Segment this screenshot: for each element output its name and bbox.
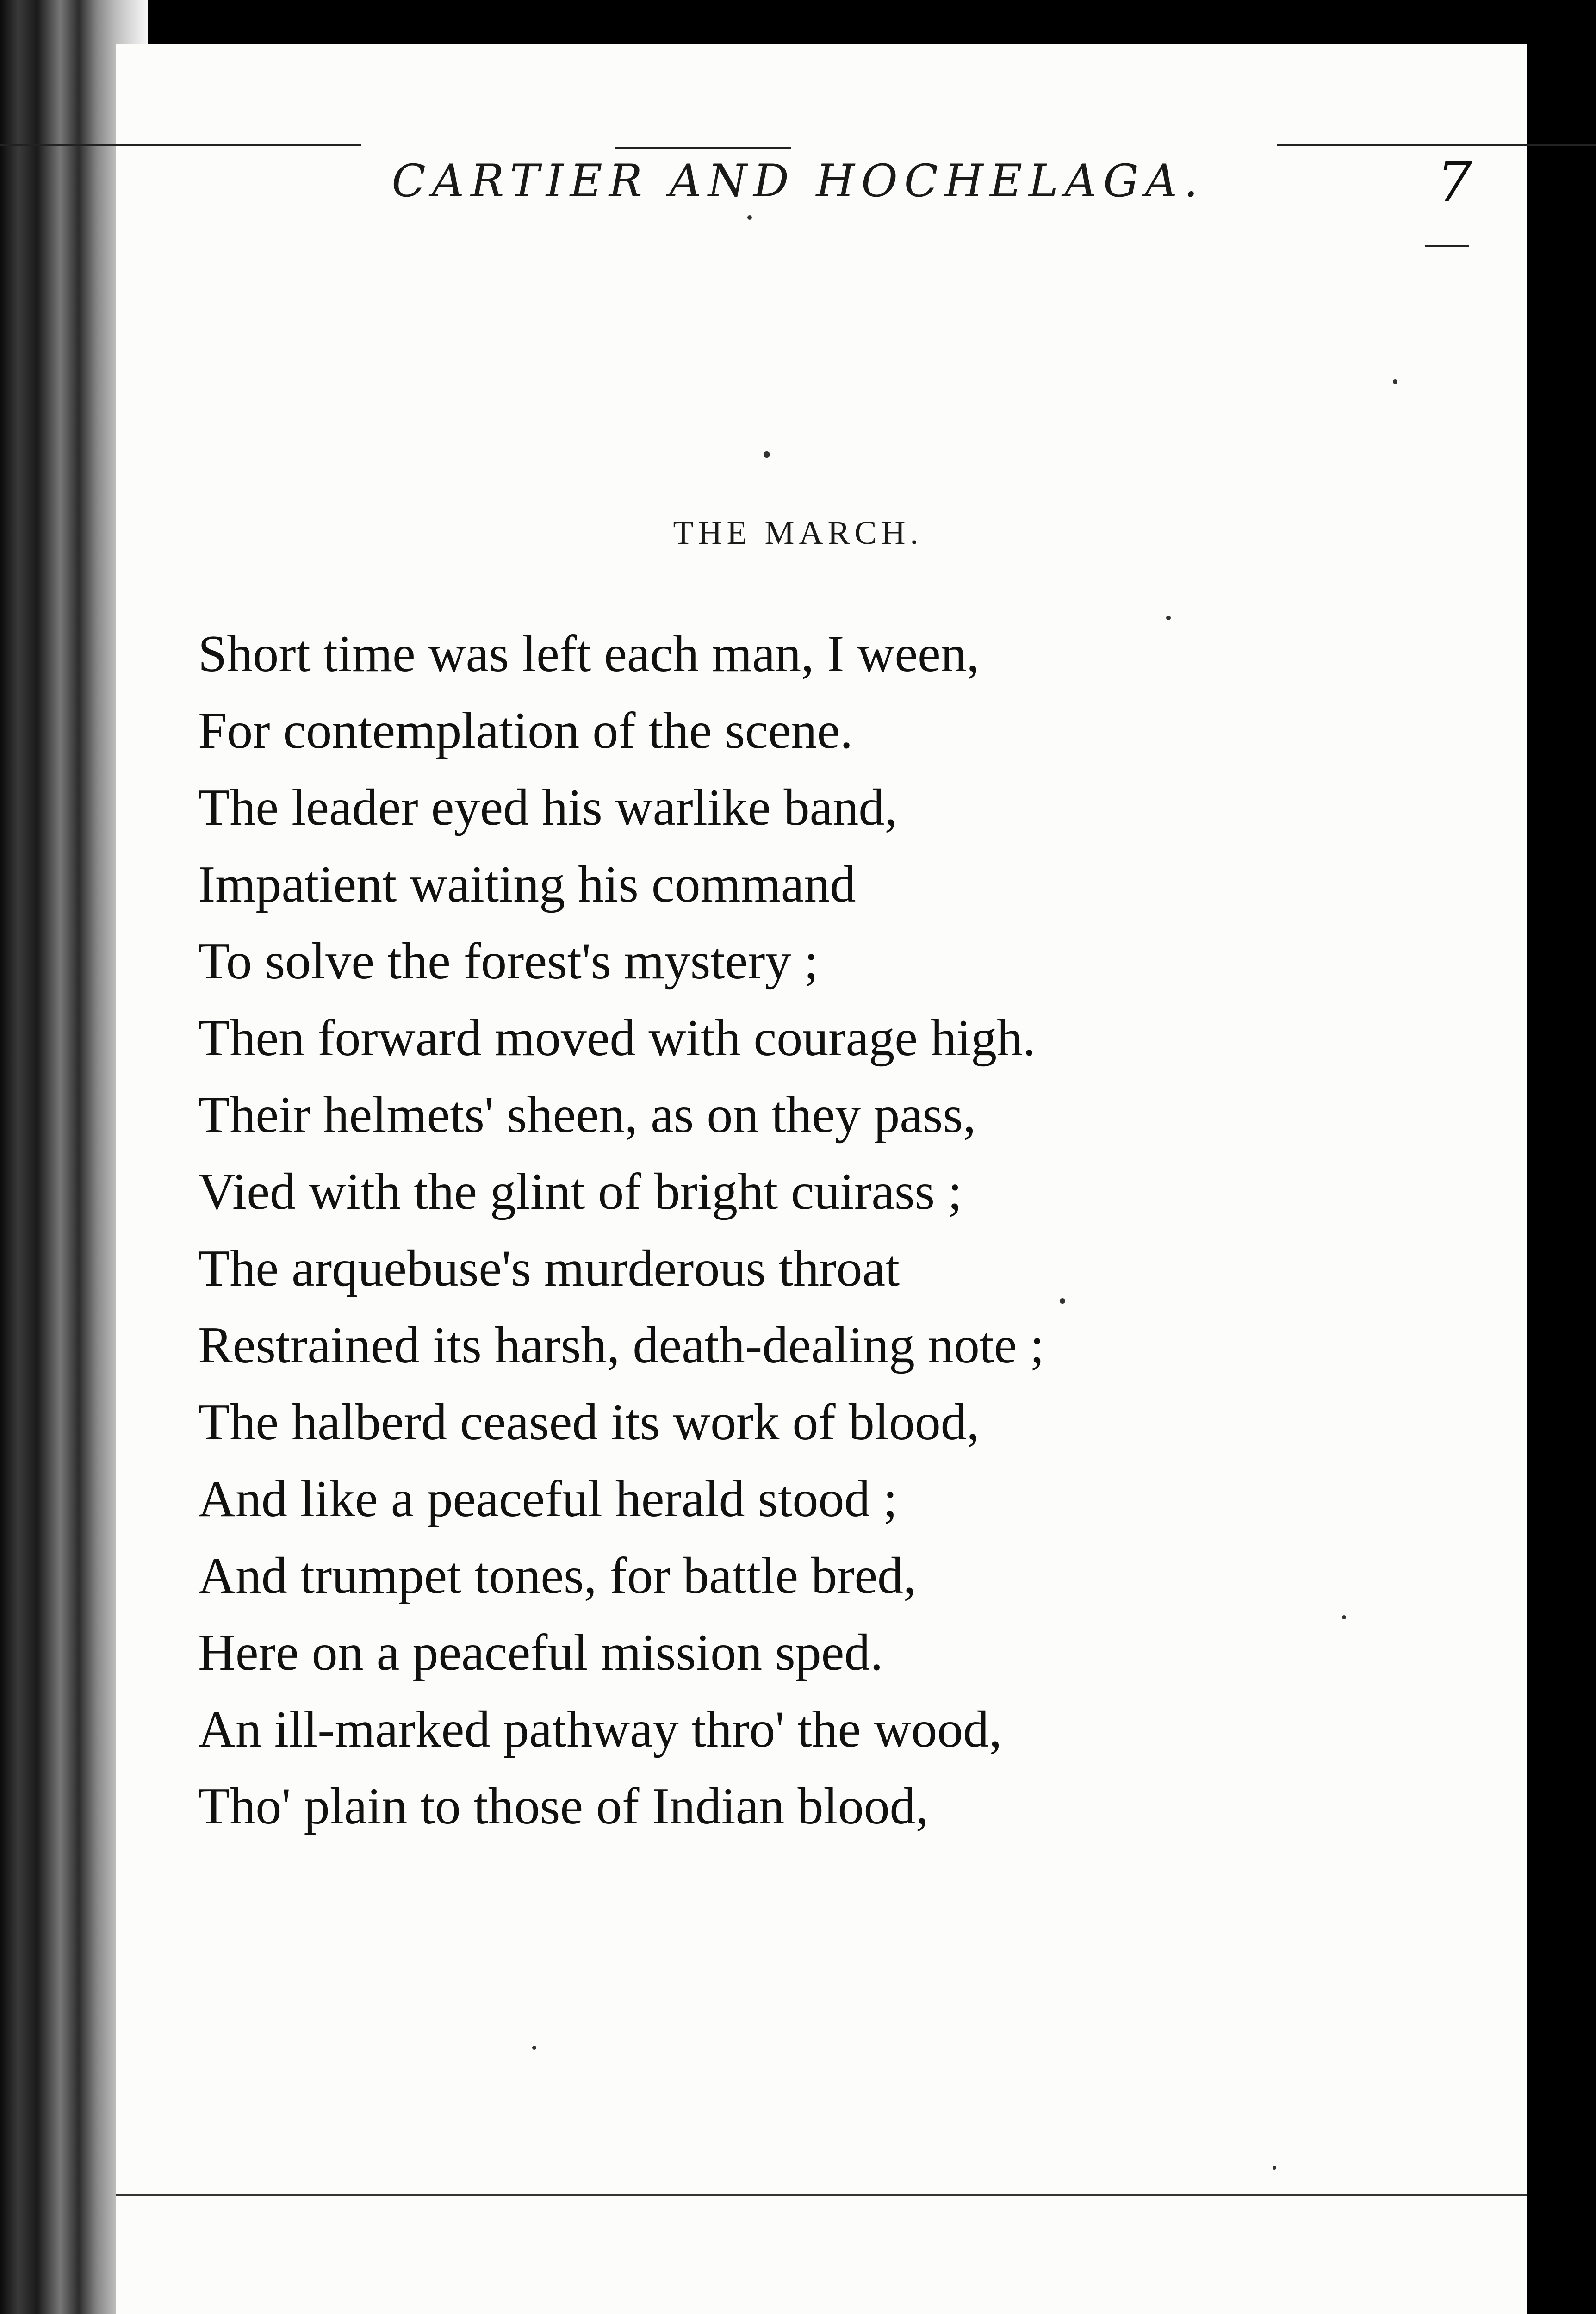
header-rule-right (1277, 144, 1596, 146)
poem-line: The halberd ceased its work of blood, (198, 1393, 980, 1451)
poem-line: Then forward moved with courage high. (198, 1009, 1036, 1067)
header-rule-left (0, 144, 361, 146)
poem-line: And trumpet tones, for battle bred, (198, 1547, 917, 1605)
scan-speck (532, 2046, 536, 2050)
page-number: 7 (1437, 150, 1472, 215)
running-head: CARTIER AND HOCHELAGA. (391, 155, 1205, 207)
scan-speck (1273, 2166, 1276, 2170)
poem-line: Short time was left each man, I ween, (198, 625, 980, 683)
poem-line: The arquebuse's murderous throat (198, 1240, 900, 1297)
poem-line: Their helmets' sheen, as on they pass, (198, 1086, 976, 1144)
header-rule-middle (615, 147, 791, 149)
scan-speck (1060, 1298, 1065, 1304)
section-title: THE MARCH. (673, 514, 923, 551)
poem-line: To solve the forest's mystery ; (198, 933, 819, 990)
scan-speck (747, 215, 752, 220)
poem-line: The leader eyed his warlike band, (198, 779, 898, 836)
scan-speck (1166, 616, 1171, 620)
scan-speck (1393, 379, 1397, 384)
poem-line: An ill-marked pathway thro' the wood, (198, 1701, 1002, 1758)
page-number-underline (1425, 245, 1469, 247)
poem-line: Tho' plain to those of Indian blood, (198, 1778, 929, 1835)
bottom-edge-shadow (116, 2194, 1527, 2196)
poem-line: Impatient waiting his command (198, 856, 856, 913)
poem-line: Vied with the glint of bright cuirass ; (198, 1163, 963, 1220)
poem-line: Restrained its harsh, death-dealing note ; (198, 1317, 1044, 1374)
scan-speck (764, 451, 770, 458)
poem-line: Here on a peaceful mission sped. (198, 1624, 883, 1681)
scan-speck (1342, 1615, 1346, 1619)
poem-line: For contemplation of the scene. (198, 702, 853, 759)
poem-body (198, 616, 1447, 1845)
poem-line: And like a peaceful herald stood ; (198, 1470, 898, 1528)
